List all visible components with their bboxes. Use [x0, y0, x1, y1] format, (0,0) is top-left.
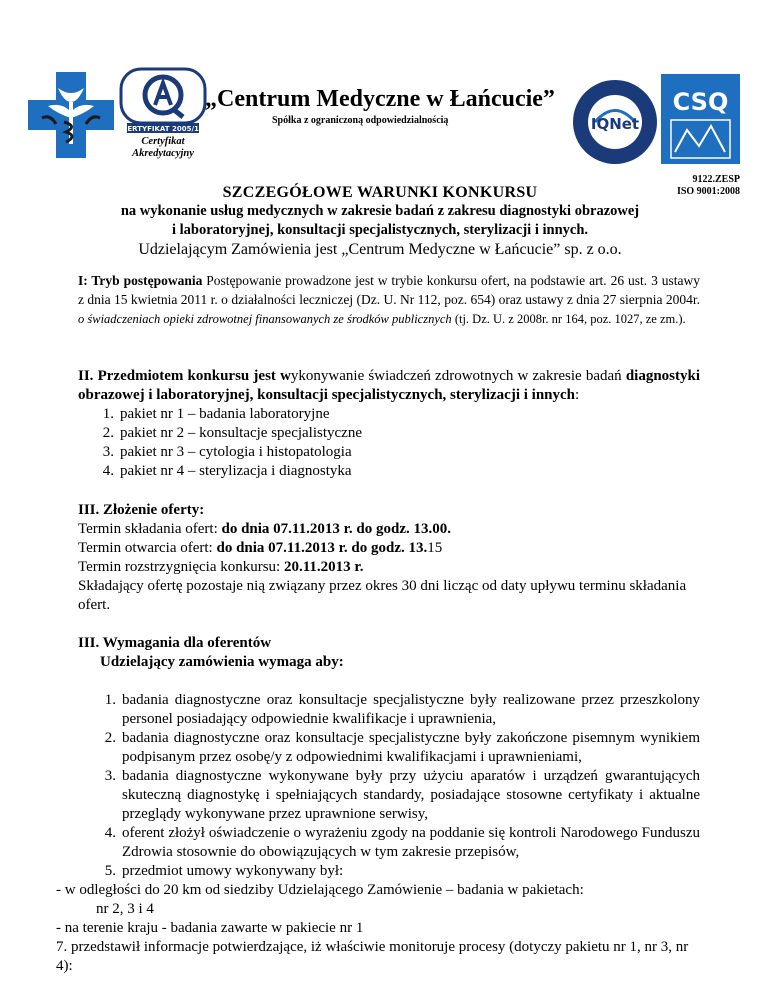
list-item-number: 5. [104, 863, 116, 879]
distance-packages: nr 2, 3 i 4 [96, 901, 154, 917]
monitoring-requirement: 7. przedstawił informacje potwierdzające, iż właściwie monitoruje procesy (dotyczy pakietu nr 1, nr 3, nr 4): [56, 939, 689, 974]
list-item [78, 767, 700, 824]
list-item-number: 1. [104, 692, 116, 708]
list-item-text: badania diagnostyczne oraz konsultacje specjalistyczne były realizowane przez przeszkolony personel posiadający odpowiednie kwalifikacje i uprawnienia, [122, 692, 700, 727]
offer-opening [78, 539, 700, 558]
offer-binding-period: Składający ofertę pozostaje nią związany przez okres 30 dni licząc od daty upływu terminu składania ofert. [78, 578, 687, 613]
document-body [56, 271, 701, 976]
list-item-number: 3. [104, 768, 116, 784]
offer-deadline-label: Termin składania ofert: [78, 521, 222, 537]
list-item-text: badania diagnostyczne oraz konsultacje specjalistyczne były zakończone pisemnym wynikiem podpisanym przez osobę/y z odpowiednimi kwalifikacjami i uprawnieniami, [122, 730, 700, 765]
section-offer-heading [78, 501, 700, 520]
section-requirements-subheading [78, 653, 700, 672]
section-procedure [78, 271, 700, 329]
section-subject-intro: II. Przedmiotem konkursu jest w [78, 368, 291, 384]
csq-text: CSQ [672, 88, 729, 116]
list-item-text: pakiet nr 4 – sterylizacja i diagnostyka [120, 463, 352, 479]
section-subject [78, 367, 700, 405]
section-subject-text: ykonywanie świadczeń zdrowotnych w zakresie badań [290, 368, 626, 384]
document-title: SZCZEGÓŁOWE WARUNKI KONKURSU [222, 184, 538, 201]
list-item-text: pakiet nr 3 – cytologia i histopatologia [120, 444, 352, 460]
section-subject-scope: diagnostyki obrazowej i laboratoryjnej, konsultacji specjalistycznych, sterylizacji i innych [78, 368, 701, 403]
iso-code: 9122.ZESP [692, 174, 740, 185]
list-item-text: oferent złożył oświadczenie o wyrażeniu zgody na poddanie się kontroli Narodowego Funduszu Zdrowia stosownie do obowiązujących w tym zakresie przepisów, [122, 825, 700, 860]
iqnet-logo [572, 79, 658, 165]
offer-deadline [78, 520, 700, 539]
offer-opening-tail: 15 [427, 540, 443, 556]
csq-logo [661, 74, 740, 164]
section-requirements-subtitle: Udzielający zamówienia wymaga aby: [100, 654, 344, 670]
offer-deadline-value: do dnia 07.11.2013 r. do godz. 13.00. [221, 521, 451, 537]
list-item [78, 824, 700, 862]
section-procedure-label: I: Tryb postępowania [78, 273, 203, 288]
list-item-text: badania diagnostyczne wykonywane były przy użyciu aparatów i urządzeń gwarantujących skuteczną diagnostykę i spełniających standardy, posiadające stosowne certyfikaty i aktualne przeglądy wykonywane przez uprawnione serwisy, [122, 768, 700, 822]
offer-resolution [78, 558, 700, 577]
list-item [78, 405, 700, 424]
section-procedure-italic: o świadczeniach opieki zdrowotnej finansowanych ze środków publicznych [78, 312, 452, 326]
section-procedure-text: Postępowanie prowadzone jest w trybie konkursu ofert, na podstawie art. 26 ust. 3 ustawy z dnia 15 kwietnia 2011 r. o działalności leczniczej (Dz. U. Nr 112, poz. 654) oraz ustawy z dnia 27 sierpnia 2004r. [78, 273, 700, 307]
list-item-number: 2. [104, 730, 116, 746]
list-item [78, 691, 700, 729]
list-item-number: 4. [104, 825, 116, 841]
document-scope-line2: i laboratoryjnej, konsultacji specjalistycznych, sterylizacji i innych. [171, 222, 589, 238]
list-item-text: pakiet nr 2 – konsultacje specjalistyczne [120, 425, 362, 441]
cert-badge-text: CERTYFIKAT 2005/19 [122, 125, 204, 133]
medical-cross-logo [28, 72, 114, 158]
offer-resolution-value: 20.11.2013 r. [283, 559, 364, 575]
requirements-list [78, 691, 700, 881]
list-item [78, 443, 700, 462]
list-item [78, 462, 700, 481]
document-heading [60, 183, 700, 259]
package-list [78, 405, 700, 481]
local-requirement: - na terenie kraju - badania zawarte w pakiecie nr 1 [56, 920, 364, 936]
accreditation-logo [119, 67, 207, 133]
offer-opening-label: Termin otwarcia ofert: [78, 540, 217, 556]
list-item-number: 2. [102, 425, 114, 441]
section-subject-colon: : [575, 387, 580, 403]
list-item [78, 862, 700, 881]
company-title: „Centrum Medyczne w Łańcucie” [205, 86, 555, 112]
ordering-party: Udzielającym Zamówienia jest „Centrum Medyczne w Łańcucie” sp. z o.o. [138, 241, 622, 258]
section-requirements-heading [78, 634, 700, 653]
offer-opening-value: do dnia 07.11.2013 r. do godz. 13. [216, 540, 428, 556]
list-item-text: przedmiot umowy wykonywany był: [122, 863, 344, 879]
iso-standard: ISO 9001:2008 [676, 186, 740, 197]
section-offer-title: III. Złożenie oferty: [78, 502, 205, 518]
distance-requirement: - w odległości do 20 km od siedziby Udzielającego Zamówienie – badania w pakietach: [56, 882, 584, 898]
list-item [78, 424, 700, 443]
list-item-text: pakiet nr 1 – badania laboratoryjne [120, 406, 330, 422]
section-procedure-tail: (tj. Dz. U. z 2008r. nr 164, poz. 1027, ze zm.). [451, 312, 686, 326]
company-subtitle: Spółka z ograniczoną odpowiedzialnością [272, 115, 449, 126]
document-scope-line1: na wykonanie usług medycznych w zakresie badań z zakresu diagnostyki obrazowej [120, 203, 640, 219]
section-requirements-title: III. Wymagania dla oferentów [78, 635, 272, 651]
list-item-number: 1. [102, 406, 114, 422]
list-item [78, 729, 700, 767]
offer-resolution-label: Termin rozstrzygnięcia konkursu: [78, 559, 284, 575]
list-item-number: 4. [102, 463, 114, 479]
iqnet-text: IQNet [590, 115, 640, 133]
cert-label: Certyfikat Akredytacyjny [132, 136, 194, 159]
list-item-number: 3. [102, 444, 114, 460]
